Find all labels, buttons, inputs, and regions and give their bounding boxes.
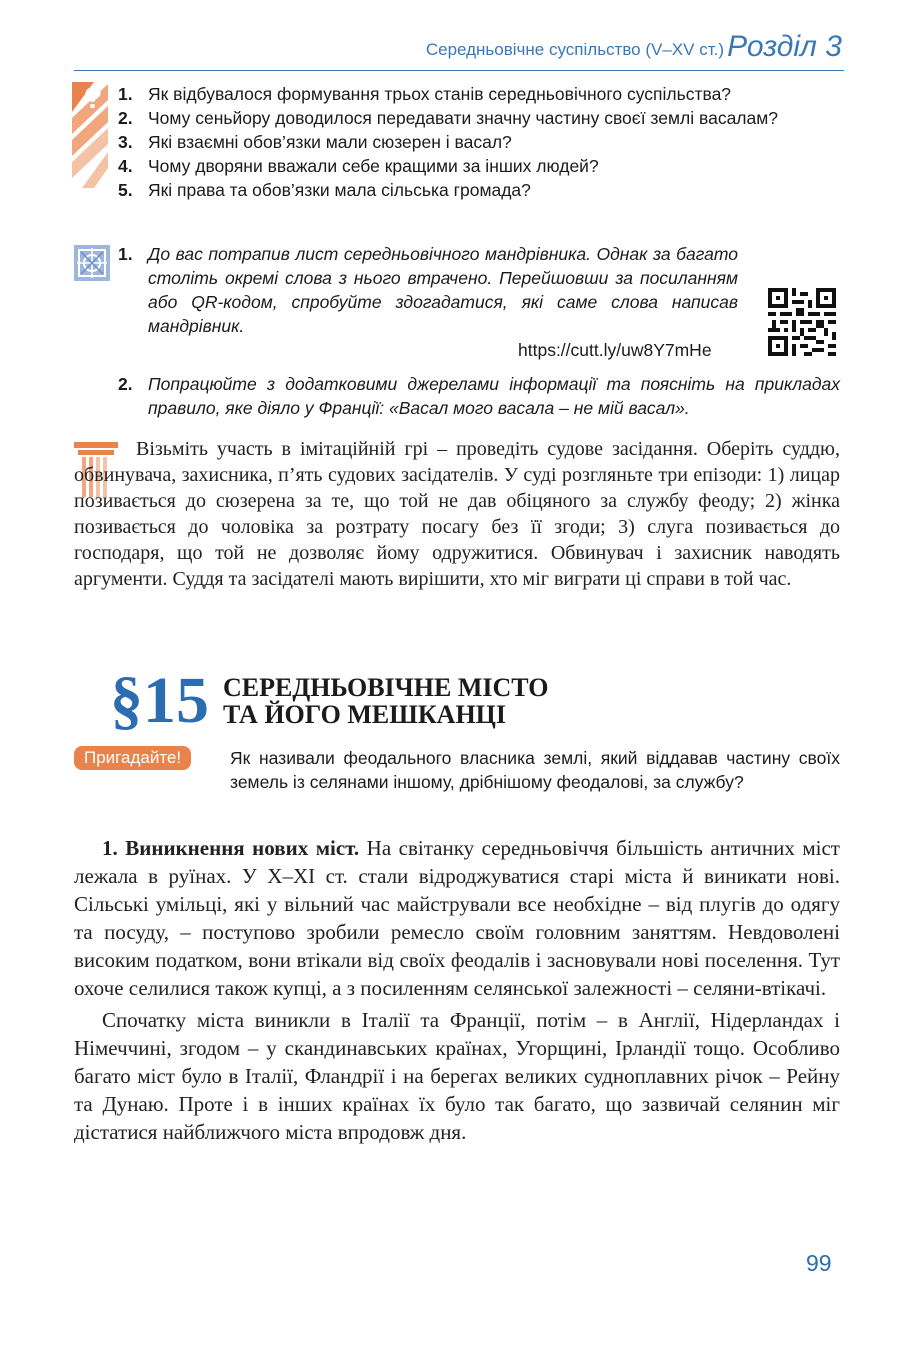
review-questions — [118, 82, 840, 202]
header-section: Розділ 3 — [727, 30, 842, 63]
page-number: 99 — [806, 1250, 832, 1276]
paragraph-heading — [110, 664, 549, 737]
question-item: 5. Які права та обов’язки мала сільська громада? — [118, 180, 531, 200]
remember-text: Як називали феодального власника землі, який віддавав частину своїх земель із селянами іншому, дрібнішому феодалові, за службу? — [230, 748, 840, 792]
svg-text:?: ? — [84, 82, 103, 115]
subsection-heading: 1. Виникнення нових міст. — [102, 836, 360, 860]
task-link[interactable]: https://cutt.ly/uw8Y7mHe — [518, 340, 712, 360]
question-icon — [72, 82, 110, 188]
question-item: 3. Які взаємні обов’язки мали сюзерен і васал? — [118, 132, 512, 152]
role-play-task: Візьміть участь в імітаційній грі – проведіть судове засідання. Оберіть суддю, обвинувача, захисника, п’ять судових засідателів. У суді розгляньте три епізоди: 1) лицар позивається до сюзерена за те, що той не дав обіцяного за службу феоду; 2) жінка позивається до чоловіка за розтрату посагу без її згоди; 3) слуга позивається до господаря, що той не дозволяє йому одружитися. Обвинувач і захисник наводять аргументи. Суддя та засідателі мають вирішити, хто міг виграти ці справи в той час. — [74, 438, 840, 590]
task-item: 2. Попрацюйте з додатковими джерелами інформації та поясніть на прикладах правило, яке діяло у Франції: «Васал мого васала – не мій васал». — [118, 374, 840, 418]
question-item: 1. Як відбувалося формування трьох станів середньовічного суспільства? — [118, 84, 732, 104]
ornament-icon — [73, 244, 111, 282]
paragraph-title: СЕРЕДНЬОВІЧНЕ МІСТО ТА ЙОГО МЕШКАНЦІ — [223, 673, 549, 729]
paragraph-number: §15 — [110, 664, 209, 737]
body-paragraph: 1. Виникнення нових міст. На світанку середньовіччя більшість античних міст лежала в руїнах. У X–XI ст. стали відроджуватися старі міста й виникати нові. Сільські умільці, які у вільний час майстрували все необхідне – від плугів до одягу та посуду, – поступово зробили ремесло своїм головним заняттям. Невдоволені високим податком, вони втікали від своїх феодалів і засновували нові поселення. Тут охоче селилися також купці, а з посиленням селянської залежності – селяни-втікачі. — [74, 836, 840, 1000]
question-item: 2. Чому сеньйору доводилося передавати значну частину своєї землі васалам? — [118, 108, 779, 128]
header-subject: Середньовічне суспільство (V–XV ст.) — [425, 40, 724, 59]
qr-code-icon[interactable] — [768, 288, 836, 356]
main-text — [74, 834, 840, 1150]
body-paragraph: Спочатку міста виникли в Італії та Франції, потім – в Англії, Нідерландах і Німеччині, згодом – у скандинавських країнах, Угорщині, Ірландії тощо. Особливо багато міст було в Італії, Фландрії і на берегах великих судноплавних річок – Рейну та Дунаю. Проте і в інших країнах їх було так багато, що зазвичай селянин міг дістатися найближчого міста впродовж дня. — [74, 1008, 840, 1144]
task-item: 1. До вас потрапив лист середньовічного мандрівника. Однак за багато століть окремі слова з нього втрачено. Перейшовши за посиланням або QR-кодом, спробуйте здогадатися, які саме слова написав мандрівник. — [118, 244, 738, 336]
tasks-block — [118, 242, 840, 418]
page-header — [74, 28, 844, 71]
question-item: 4. Чому дворяни вважали себе кращими за інших людей? — [118, 156, 599, 176]
remember-badge: Пригадайте! — [74, 746, 191, 770]
